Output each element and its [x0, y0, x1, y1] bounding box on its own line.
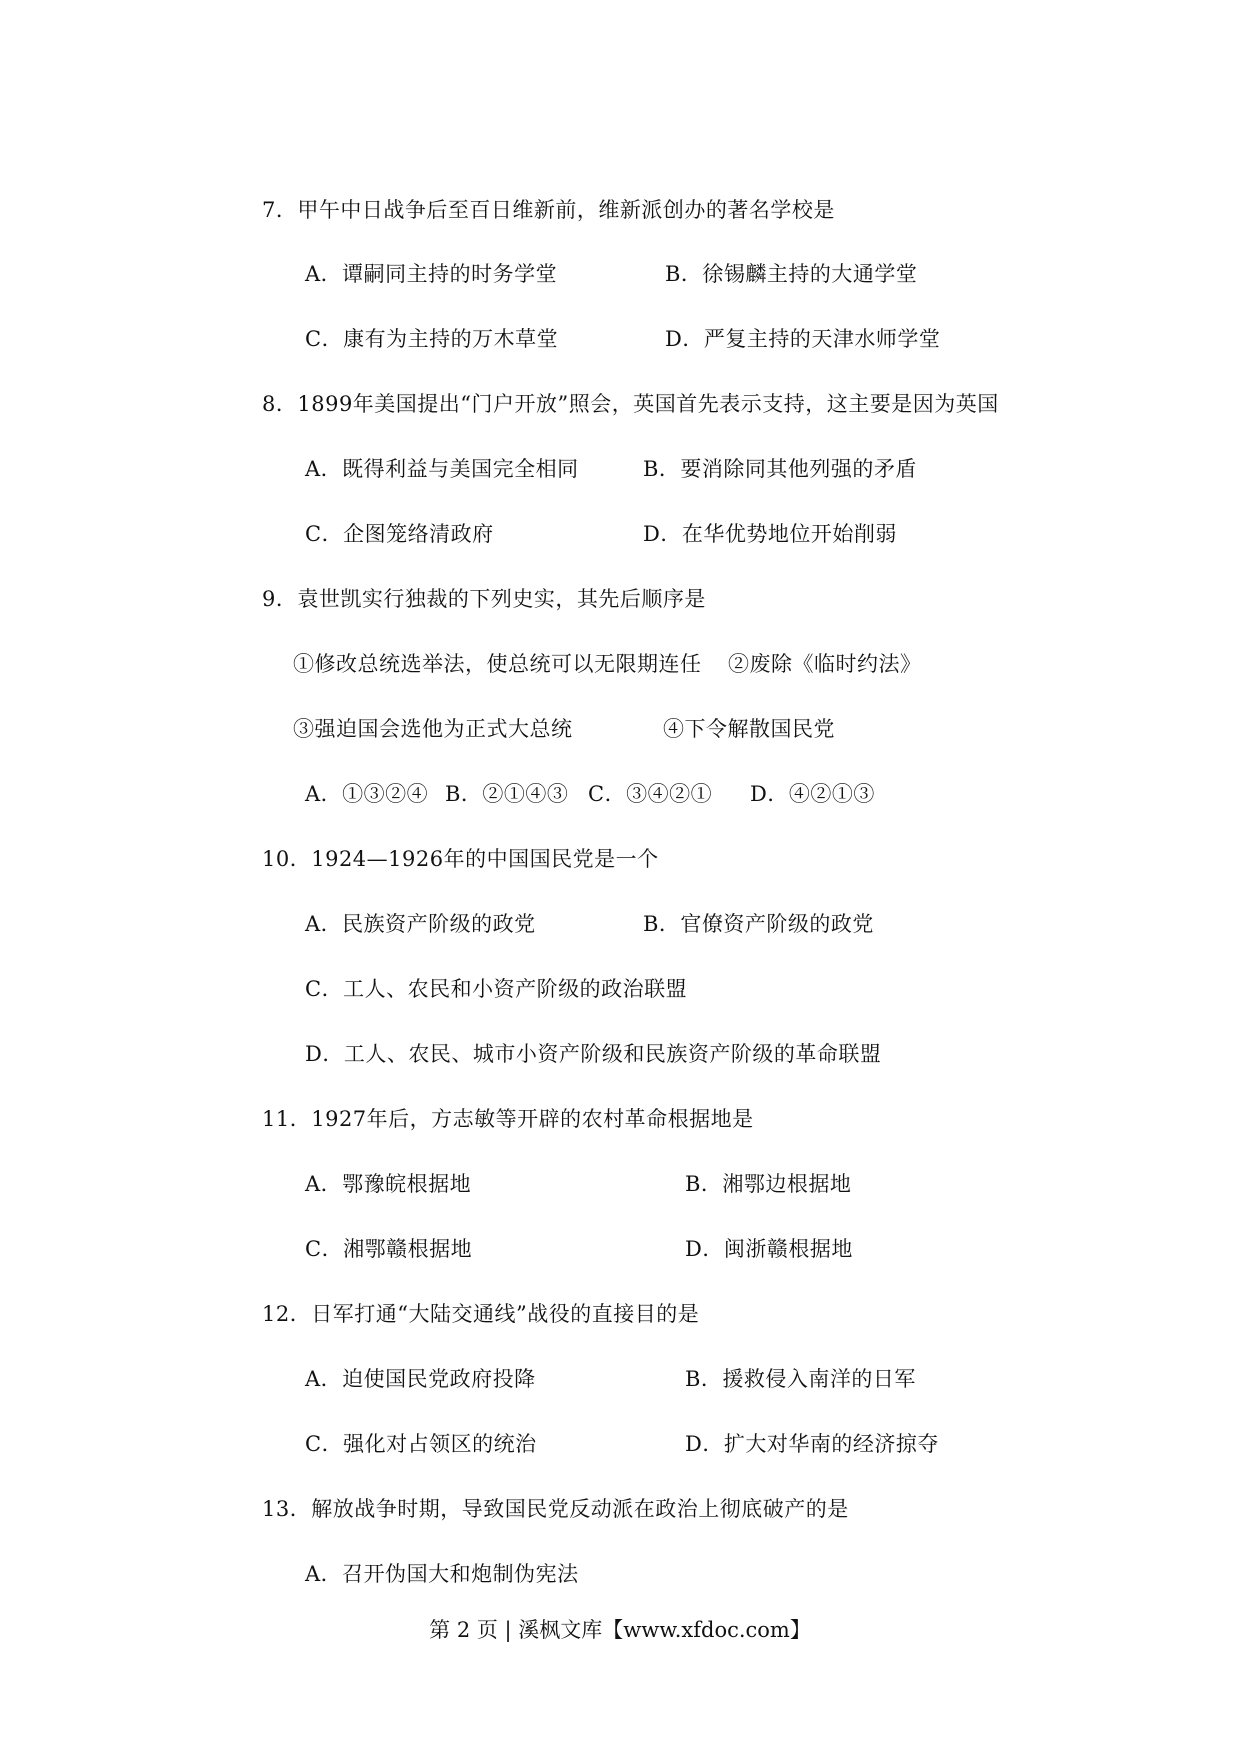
question-10-option-c: C．工人、农民和小资产阶级的政治联盟	[305, 977, 688, 1001]
question-9-option-d: D．④②①③	[750, 782, 875, 806]
question-7-option-a: A．谭嗣同主持的时务学堂	[305, 262, 558, 286]
question-11-option-d: D．闽浙赣根据地	[685, 1237, 853, 1261]
question-9-option-a: A．①③②④	[305, 782, 429, 806]
question-12-option-b: B．援救侵入南洋的日军	[685, 1367, 916, 1391]
question-12-option-d: D．扩大对华南的经济掠夺	[685, 1432, 939, 1456]
question-8-option-a: A．既得利益与美国完全相同	[305, 457, 579, 481]
question-13-option-a: A．召开伪国大和炮制伪宪法	[305, 1562, 579, 1586]
question-9-option-c: C．③④②①	[588, 782, 713, 806]
question-10-stem: 10．1924—1926年的中国国民党是一个	[262, 847, 659, 871]
question-10-option-a: A．民族资产阶级的政党	[305, 912, 536, 936]
question-11-option-b: B．湘鄂边根据地	[685, 1172, 852, 1196]
question-7-option-b: B．徐锡麟主持的大通学堂	[665, 262, 918, 286]
question-7-option-c: C．康有为主持的万木草堂	[305, 327, 559, 351]
question-12-option-c: C．强化对占领区的统治	[305, 1432, 537, 1456]
question-10-option-b: B．官僚资产阶级的政党	[643, 912, 874, 936]
question-11-option-a: A．鄂豫皖根据地	[305, 1172, 472, 1196]
question-9-stem: 9．袁世凯实行独裁的下列史实，其先后顺序是	[262, 587, 706, 611]
question-7-stem: 7．甲午中日战争后至百日维新前，维新派创办的著名学校是	[262, 198, 835, 222]
question-8-option-d: D．在华优势地位开始削弱	[643, 522, 897, 546]
question-11-stem: 11．1927年后，方志敏等开辟的农村革命根据地是	[262, 1107, 754, 1131]
question-9-statement-2: ②废除《临时约法》	[728, 652, 922, 676]
question-9-statement-1: ①修改总统选举法，使总统可以无限期连任	[293, 652, 702, 676]
question-10-option-d: D．工人、农民、城市小资产阶级和民族资产阶级的革命联盟	[305, 1042, 882, 1066]
question-12-option-a: A．迫使国民党政府投降	[305, 1367, 536, 1391]
question-11-option-c: C．湘鄂赣根据地	[305, 1237, 473, 1261]
question-12-stem: 12．日军打通“大陆交通线”战役的直接目的是	[262, 1302, 700, 1326]
question-8-option-c: C．企图笼络清政府	[305, 522, 494, 546]
question-13-stem: 13．解放战争时期，导致国民党反动派在政治上彻底破产的是	[262, 1497, 849, 1521]
question-8-option-b: B．要消除同其他列强的矛盾	[643, 457, 917, 481]
question-9-statement-4: ④下令解散国民党	[663, 717, 835, 741]
page-footer: 第 2 页 | 溪枫文库【www.xfdoc.com】	[429, 1618, 811, 1642]
question-8-stem: 8．1899年美国提出“门户开放”照会，英国首先表示支持，这主要是因为英国	[262, 392, 999, 416]
question-7-option-d: D．严复主持的天津水师学堂	[665, 327, 941, 351]
question-9-option-b: B．②①④③	[445, 782, 569, 806]
question-9-statement-3: ③强迫国会选他为正式大总统	[293, 717, 573, 741]
